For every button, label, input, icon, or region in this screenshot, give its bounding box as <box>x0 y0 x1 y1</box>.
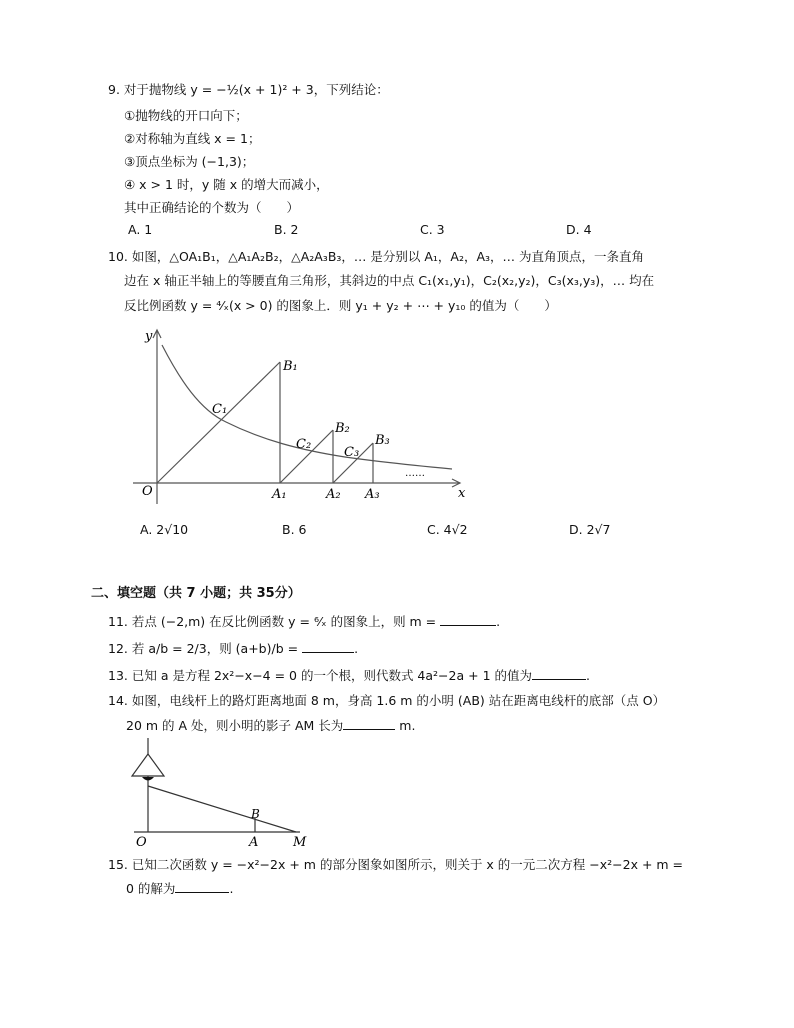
q15-line-2 <box>126 879 233 897</box>
label-dots: …… <box>405 468 425 479</box>
q12-answer-blank[interactable] <box>302 640 354 653</box>
q10-choice-d[interactable]: D. 2√7 <box>569 522 611 537</box>
q10-choice-a[interactable]: A. 2√10 <box>140 522 189 537</box>
q14-line-2 <box>126 716 415 734</box>
q9-statement-4: ④ x > 1 时，y 随 x 的增大而减小， <box>124 177 329 192</box>
q15-answer-blank[interactable] <box>175 880 229 893</box>
q12-text: 若 a/b = 2/3，则 (a+b)/b = <box>131 641 299 656</box>
q14-unit: m. <box>399 718 416 733</box>
q15-number: 15. <box>108 857 128 872</box>
label-b2: B₂ <box>335 421 350 436</box>
label-y: y <box>145 329 153 344</box>
q10-figure <box>126 322 476 504</box>
q13-answer-blank[interactable] <box>532 667 586 680</box>
q9-choice-a[interactable]: A. 1 <box>128 222 153 237</box>
label-a3: A₃ <box>365 487 380 502</box>
q14-answer-blank[interactable] <box>343 717 395 730</box>
q12-number: 12. <box>108 641 128 656</box>
q14-line-1 <box>108 691 665 709</box>
label-b1: B₁ <box>283 359 298 374</box>
lamp-bulb <box>142 777 154 781</box>
label-x: x <box>458 486 466 501</box>
section-2-title: 二、填空题（共 7 小题；共 35分） <box>91 586 301 601</box>
q15-line-1-text: 已知二次函数 y = −x²−2x + m 的部分图象如图所示，则关于 x 的一元二次方程 −x²−2x + m = <box>131 857 684 872</box>
q11-text: 若点 (−2,m) 在反比例函数 y = ⁶⁄ₓ 的图象上，则 m = <box>131 614 437 629</box>
label-o: O <box>136 835 147 850</box>
q9-stem <box>108 80 389 98</box>
question-11 <box>108 612 500 630</box>
q10-line-3: 反比例函数 y = ⁴⁄ₓ(x > 0) 的图象上．则 y₁ + y₂ + ⋯ + y₁₀ 的值为（ ） <box>124 298 557 313</box>
q9-statement-2: ②对称轴为直线 x = 1； <box>124 131 261 146</box>
label-m: M <box>293 835 307 850</box>
question-13 <box>108 666 590 684</box>
q10-choice-b[interactable]: B. 6 <box>282 522 307 537</box>
q10-choice-c[interactable]: C. 4√2 <box>427 522 468 537</box>
q11-answer-blank[interactable] <box>440 613 496 626</box>
q9-number: 9. <box>108 82 120 97</box>
q14-line-2-text: 20 m 的 A 处，则小明的影子 AM 长为 <box>126 718 344 733</box>
q15-end: . <box>229 881 234 896</box>
q9-stem-text: 对于抛物线 y = −½(x + 1)² + 3，下列结论： <box>123 82 389 97</box>
label-b: B <box>251 807 260 821</box>
q13-end: . <box>586 668 590 683</box>
q10-line-1 <box>108 247 644 265</box>
label-o: O <box>142 484 153 499</box>
q10-line-2: 边在 x 轴正半轴上的等腰直角三角形，其斜边的中点 C₁(x₁,y₁)，C₂(x₂,y₂)，C₃(x₃,y₃)，… 均在 <box>124 273 655 288</box>
lamp-shade <box>132 754 164 776</box>
q13-text: 已知 a 是方程 2x²−x−4 = 0 的一个根，则代数式 4a²−2a + 1 的值为 <box>131 668 532 683</box>
label-a: A <box>249 835 259 850</box>
label-c2: C₂ <box>296 437 312 452</box>
q9-statement-3: ③顶点坐标为 (−1,3)； <box>124 154 255 169</box>
q14-number: 14. <box>108 693 128 708</box>
label-c3: C₃ <box>344 445 360 460</box>
q15-line-2-text: 0 的解为 <box>126 881 176 896</box>
q9-choice-d[interactable]: D. 4 <box>566 222 592 237</box>
q14-line-1-text: 如图，电线杆上的路灯距离地面 8 m，身高 1.6 m 的小明 (AB) 站在距离电线杆的底部（点 O） <box>131 693 666 708</box>
q9-choice-c[interactable]: C. 3 <box>420 222 445 237</box>
q12-end: . <box>354 641 359 656</box>
q9-statement-1: ①抛物线的开口向下； <box>124 108 248 123</box>
q14-figure <box>126 736 316 850</box>
triangle-1-hypotenuse <box>157 362 280 483</box>
light-ray <box>148 786 296 832</box>
q11-number: 11. <box>108 614 128 629</box>
label-a1: A₁ <box>272 487 287 502</box>
q10-line-1-text: 如图，△OA₁B₁，△A₁A₂B₂，△A₂A₃B₃，… 是分别以 A₁，A₂，A₃，… 为直角顶点，一条直角 <box>131 249 645 264</box>
q11-end: . <box>496 614 501 629</box>
q9-question: 其中正确结论的个数为（ ） <box>124 200 300 215</box>
q15-line-1 <box>108 855 683 873</box>
label-a2: A₂ <box>326 487 341 502</box>
question-12 <box>108 639 358 657</box>
label-c1: C₁ <box>212 402 228 417</box>
q10-number: 10. <box>108 249 128 264</box>
q13-number: 13. <box>108 668 128 683</box>
label-b3: B₃ <box>375 433 390 448</box>
q9-choice-b[interactable]: B. 2 <box>274 222 299 237</box>
